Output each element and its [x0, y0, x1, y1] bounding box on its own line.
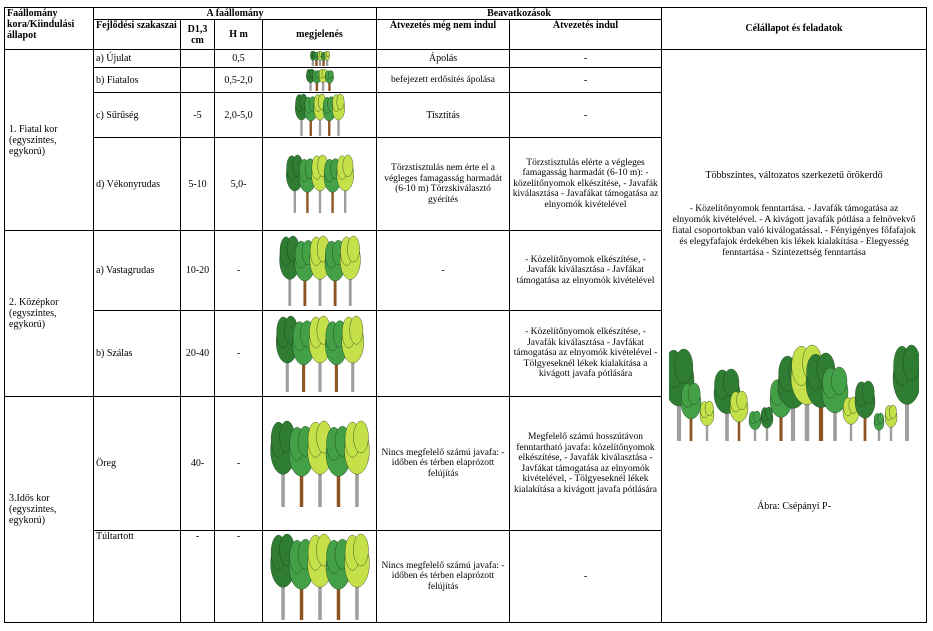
header-goal: Célállapot és feladatok	[662, 8, 927, 50]
appearance-cell	[263, 397, 377, 531]
header-not-started: Átvezetés még nem indul	[377, 20, 510, 50]
appearance-cell	[263, 231, 377, 311]
not-started-cell: Nincs megfelelő számú javafa: - időben és térben elaprózott felújítás	[377, 531, 510, 623]
goal-tasks: - Közelítőnyomok fenntartása. - Javafák támogatása az elnyomók kivételével. - A kivágott javafák pótlása a felnövekvő fiatal csoportokban való kiválogatással. - Fényigényes főfafajok és elegyfafajok érdekében kis lékek kialakítása - Elegyesség fenntartása - Szintezettség fenntartása	[672, 204, 916, 258]
height-cell: 0,5-2,0	[215, 68, 263, 93]
header-interventions-group: Beavatkozások	[377, 8, 662, 20]
goal-cell	[662, 50, 927, 623]
tree-group-icon	[265, 154, 375, 214]
figure-credit: Ábra: Csépányi P-	[757, 501, 831, 512]
started-cell: -	[510, 50, 662, 68]
tree-group-icon	[265, 93, 375, 137]
header-stage: Fejlődési szakaszai	[94, 20, 181, 50]
forest-tree-icon	[730, 391, 748, 441]
forest-tree-icon	[874, 413, 884, 441]
started-cell: -	[510, 531, 662, 623]
tree-icon	[324, 51, 329, 66]
appearance-cell	[263, 311, 377, 397]
stage-cell: c) Sűrűség	[94, 93, 181, 138]
forest-stand-table	[4, 7, 927, 623]
forest-tree-icon	[893, 345, 919, 441]
tree-icon	[344, 421, 369, 507]
stage-cell: a) Újulat	[94, 50, 181, 68]
tree-icon	[340, 236, 360, 306]
started-cell: -	[510, 93, 662, 138]
not-started-cell: -	[377, 231, 510, 311]
appearance-cell	[263, 531, 377, 623]
header-age: Faállomány kora/Kiindulási állapot	[5, 8, 94, 50]
diameter-cell	[181, 50, 215, 68]
forest-tree-icon	[885, 405, 897, 441]
tree-group-icon	[264, 235, 376, 307]
age-group-young: 1. Fiatal kor (egyszintes, egykorú)	[5, 50, 94, 231]
height-cell: -	[215, 311, 263, 397]
forest-tree-icon	[681, 383, 701, 441]
header-appearance: megjelenés	[263, 20, 377, 50]
not-started-cell: Tisztítás	[377, 93, 510, 138]
not-started-cell: befejezett erdősítés ápolása	[377, 68, 510, 93]
appearance-cell	[263, 138, 377, 231]
header-stand-group: A faállomány	[94, 8, 377, 20]
diameter-cell: 5-10	[181, 138, 215, 231]
age-group-old: 3.Idős kor (egyszintes, egykorú)	[5, 397, 94, 623]
diameter-cell: -	[181, 531, 215, 623]
tree-group-icon	[265, 68, 375, 92]
height-cell: 5,0-	[215, 138, 263, 231]
stage-cell: b) Fiatalos	[94, 68, 181, 93]
diameter-cell: 10-20	[181, 231, 215, 311]
diameter-cell: 40-	[181, 397, 215, 531]
appearance-cell	[263, 93, 377, 138]
tree-group-icon	[264, 420, 376, 508]
appearance-cell	[263, 68, 377, 93]
started-cell: - Közelítőnyomok elkészítése, - Javafák kiválasztása - Javfákat támogatása az elnyomók kivételével - Tölgyeseknél lékek kialakítása a kivágott javafa pótlására	[510, 311, 662, 397]
diameter-cell: -5	[181, 93, 215, 138]
started-cell: Törzstisztulás elérte a végleges famagasság harmadát (6-10 m): - közelítőnyomok elkészítése, - Javafák kiválasztása - Javafákat támogatása az elnyomók kivételével	[510, 138, 662, 231]
not-started-cell: Ápolás	[377, 50, 510, 68]
height-cell: -	[215, 531, 263, 623]
appearance-cell	[263, 50, 377, 68]
diameter-cell: 20-40	[181, 311, 215, 397]
started-cell: -	[510, 68, 662, 93]
age-group-middle: 2. Középkor (egyszintes, egykorú)	[5, 231, 94, 397]
not-started-cell: Nincs megfelelő számú javafa: - időben és térben elaprózott felújítás	[377, 397, 510, 531]
header-height: H m	[215, 20, 263, 50]
tree-icon	[341, 316, 363, 392]
stage-cell: b) Szálas	[94, 311, 181, 397]
stage-cell: Túltartott	[94, 531, 181, 623]
tree-icon	[336, 155, 353, 213]
height-cell: 0,5	[215, 50, 263, 68]
stage-cell: Öreg	[94, 397, 181, 531]
started-cell: Megfelelő számú hosszútávon fenntartható javafa: közelítőnyomok elkészítése, - Javafák kiválasztása - Javfákat támogatása az elnyomók kivételével, - Tölgyeseknél lékek kialakítása a kivágott javafa pótlására	[510, 397, 662, 531]
forest-tree-icon	[855, 381, 875, 441]
tree-group-icon	[265, 50, 375, 67]
stage-cell: d) Vékonyrudas	[94, 138, 181, 231]
tree-icon	[325, 70, 334, 91]
started-cell: - Közelítőnyomok elkészítése, - Javafák kiválasztása - Javfákat támogatása az elnyomók kivételével	[510, 231, 662, 311]
goal-title: Többszintes, változatos szerkezetű örökerdő	[705, 170, 883, 181]
not-started-cell: Törzstisztulás nem érte el a végleges famagasság harmadát (6-10 m) Törzskiválasztó gyérítés	[377, 138, 510, 231]
forest-tree-icon	[749, 411, 761, 441]
tree-icon	[332, 94, 344, 136]
header-started: Átvezetés indul	[510, 20, 662, 50]
not-started-cell	[377, 311, 510, 397]
stage-cell: a) Vastagrudas	[94, 231, 181, 311]
height-cell: -	[215, 397, 263, 531]
mixed-forest-icon	[669, 341, 919, 441]
header-diameter: D1,3 cm	[181, 20, 215, 50]
tree-icon	[344, 534, 369, 620]
tree-group-icon	[264, 533, 376, 621]
tree-group-icon	[264, 315, 376, 393]
diameter-cell	[181, 68, 215, 93]
height-cell: -	[215, 231, 263, 311]
forest-tree-icon	[700, 401, 714, 441]
forest-tree-icon	[761, 407, 773, 441]
height-cell: 2,0-5,0	[215, 93, 263, 138]
